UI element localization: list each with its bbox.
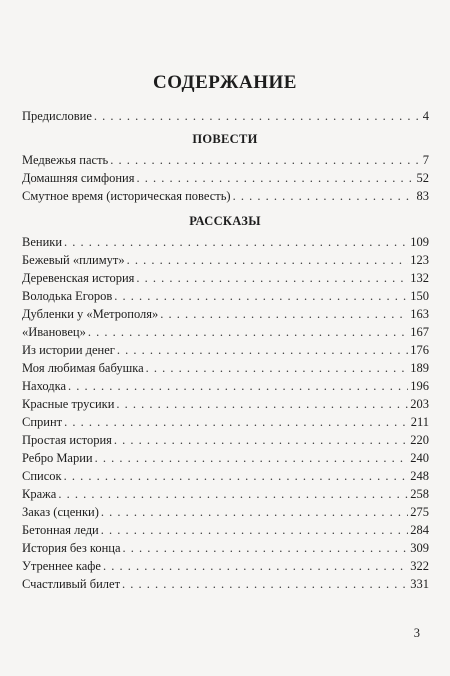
entry-page: 275 (410, 505, 429, 519)
dot-leader (117, 342, 408, 358)
page-title: СОДЕРЖАНИЕ (153, 72, 297, 93)
dot-leader (68, 378, 408, 394)
dot-leader (116, 396, 408, 412)
entry-title: Смутное время (историческая повесть) (22, 189, 231, 203)
entry-page: 196 (410, 379, 429, 393)
entry-page: 309 (410, 541, 429, 555)
entry-title: Заказ (сценки) (22, 505, 99, 519)
toc-entry (22, 342, 429, 358)
dot-leader (123, 540, 409, 556)
section-heading-stories: РАССКАЗЫ (189, 214, 261, 228)
entry-page: 220 (410, 433, 429, 447)
entry-page: 132 (410, 271, 429, 285)
entry-page: 7 (422, 153, 429, 167)
entry-page: 211 (410, 415, 429, 429)
entry-page: 189 (410, 361, 429, 375)
dot-leader (64, 414, 409, 430)
toc-entry (22, 378, 429, 394)
entry-page: 109 (410, 235, 429, 249)
entry-page: 322 (410, 559, 429, 573)
entry-title: Кража (22, 487, 57, 501)
toc-entry (22, 152, 429, 168)
section-heading-novellas: ПОВЕСТИ (192, 132, 258, 146)
entry-title: Из истории денег (22, 343, 115, 357)
dot-leader (103, 558, 408, 574)
entry-page: 167 (410, 325, 429, 339)
entry-title: Моя любимая бабушка (22, 361, 144, 375)
entry-page: 284 (410, 523, 429, 537)
dot-leader (58, 486, 408, 502)
toc-entry (22, 324, 429, 340)
dot-leader (110, 152, 421, 168)
toc-entry (22, 270, 429, 286)
entry-title: Список (22, 469, 62, 483)
dot-leader (95, 450, 409, 466)
toc-entry (22, 188, 429, 204)
entry-page: 150 (410, 289, 429, 303)
entry-title: Простая история (22, 433, 112, 447)
dot-leader (64, 468, 409, 484)
dot-leader (64, 234, 408, 250)
dot-leader (114, 288, 408, 304)
dot-leader (233, 188, 415, 204)
dot-leader (136, 270, 408, 286)
entry-title: Медвежья пасть (22, 153, 109, 167)
dot-leader (146, 360, 409, 376)
toc-entry (22, 576, 429, 592)
dot-leader (88, 324, 408, 340)
entry-title: Спринт (22, 415, 63, 429)
toc-entry (22, 252, 429, 268)
entry-title: Дубленки у «Метрополя» (22, 307, 159, 321)
entry-page: 203 (410, 397, 429, 411)
toc-entry (22, 360, 429, 376)
toc-entry (22, 396, 429, 412)
toc-entry (22, 432, 429, 448)
toc-entry (22, 468, 429, 484)
entry-title: Веники (22, 235, 63, 249)
toc-entry (22, 450, 429, 466)
entry-title: Предисловие (22, 109, 92, 123)
toc-entry (22, 522, 429, 538)
entry-title: Находка (22, 379, 67, 393)
entry-title: Красные трусики (22, 397, 115, 411)
entry-title: Бетонная леди (22, 523, 99, 537)
entry-page: 52 (416, 171, 429, 185)
entry-page: 248 (410, 469, 429, 483)
toc-entry (22, 288, 429, 304)
entry-page: 258 (410, 487, 429, 501)
toc-entry (22, 486, 429, 502)
entry-title: Бежевый «плимут» (22, 253, 125, 267)
entry-title: Утреннее кафе (22, 559, 101, 573)
toc-entry (22, 170, 429, 186)
dot-leader (114, 432, 408, 448)
entry-page: 4 (422, 109, 429, 123)
dot-leader (160, 306, 408, 322)
toc-entry-preface (22, 108, 429, 124)
entry-page: 331 (410, 577, 429, 591)
entry-page: 163 (410, 307, 429, 321)
entry-page: 240 (410, 451, 429, 465)
entry-page: 176 (410, 343, 429, 357)
page-number: 3 (413, 626, 420, 640)
toc-entry (22, 306, 429, 322)
entry-title: Володька Егоров (22, 289, 113, 303)
dot-leader (94, 108, 421, 124)
toc-entry (22, 504, 429, 520)
toc-entry (22, 234, 429, 250)
entry-page: 123 (410, 253, 429, 267)
dot-leader (127, 252, 409, 268)
entry-title: Домашняя симфония (22, 171, 135, 185)
dot-leader (122, 576, 408, 592)
entry-page: 83 (416, 189, 429, 203)
toc-entry (22, 414, 429, 430)
entry-title: Деревенская история (22, 271, 135, 285)
entry-title: История без конца (22, 541, 121, 555)
dot-leader (101, 522, 409, 538)
toc-entry (22, 558, 429, 574)
entry-title: «Ивановец» (22, 325, 86, 339)
dot-leader (136, 170, 414, 186)
entry-title: Ребро Марии (22, 451, 93, 465)
toc-entry (22, 540, 429, 556)
entry-title: Счастливый билет (22, 577, 121, 591)
dot-leader (101, 504, 408, 520)
